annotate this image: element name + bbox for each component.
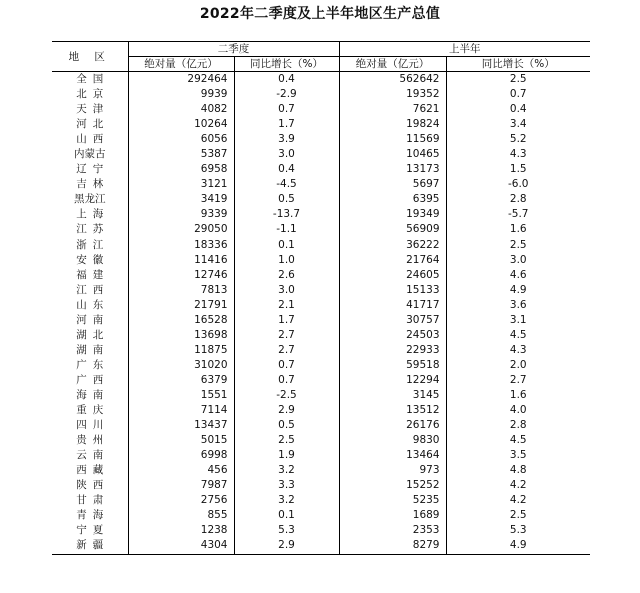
region-cell: 山东 <box>52 298 128 313</box>
region-cell: 河北 <box>52 117 128 132</box>
q2-abs-cell: 3121 <box>128 177 234 192</box>
h1-abs-cell: 30757 <box>339 313 446 328</box>
h1-growth-cell: 3.6 <box>509 298 527 311</box>
q2-abs-cell: 29050 <box>128 222 234 237</box>
q2-abs-cell: 12746 <box>128 268 234 283</box>
q2-abs-cell: 855 <box>128 508 234 523</box>
q2-abs-header: 绝对量（亿元） <box>128 57 234 72</box>
h1-abs-cell: 24503 <box>339 328 446 343</box>
q2-abs-cell: 6379 <box>128 373 234 388</box>
region-cell: 黑龙江 <box>52 192 128 207</box>
h1-abs-cell: 41717 <box>339 298 446 313</box>
h1-growth-cell: 4.9 <box>446 538 590 554</box>
h1-growth-cell: 5.3 <box>509 524 527 537</box>
q2-abs-cell: 456 <box>128 463 234 478</box>
table-row <box>52 448 590 463</box>
h1-abs-cell: 59518 <box>339 358 446 373</box>
h1-abs-cell: 24605 <box>339 268 446 283</box>
h1-abs-cell: 19349 <box>339 207 446 222</box>
q2-abs-cell: 7987 <box>128 478 234 493</box>
q2-growth-cell: 2.1 <box>234 298 339 313</box>
region-cell: 四川 <box>52 418 128 433</box>
h1-abs-cell: 26176 <box>339 418 446 433</box>
table-row <box>52 328 590 343</box>
region-cell: 重庆 <box>52 403 128 418</box>
page-title: 2022年二季度及上半年地区生产总值 <box>199 6 441 22</box>
region-cell: 湖北 <box>52 328 128 343</box>
region-cell: 江西 <box>52 283 128 298</box>
region-cell: 云南 <box>52 448 128 463</box>
table-header <box>52 42 590 72</box>
q2-growth-cell: -2.5 <box>234 388 339 403</box>
q2-growth-cell: 0.1 <box>234 508 339 523</box>
q2-abs-cell: 2756 <box>128 493 234 508</box>
region-cell: 天津 <box>52 102 128 117</box>
q2-abs-cell: 7813 <box>128 283 234 298</box>
table-row <box>52 253 590 268</box>
h1-growth-cell: 4.6 <box>509 268 527 281</box>
region-cell: 甘肃 <box>52 493 128 508</box>
table-row <box>52 87 590 102</box>
h1-growth-cell: 4.3 <box>509 343 527 356</box>
region-cell: 广东 <box>52 358 128 373</box>
q2-growth-cell: 0.5 <box>234 192 339 207</box>
h1-growth-cell: 1.5 <box>509 163 527 176</box>
q2-abs-cell: 9339 <box>128 207 234 222</box>
table-row <box>52 508 590 523</box>
h1-growth-cell: 2.5 <box>509 509 527 522</box>
region-cell: 全国 <box>52 72 128 88</box>
table-body <box>52 72 590 555</box>
region-cell: 湖南 <box>52 343 128 358</box>
q2-growth-cell: 1.7 <box>234 117 339 132</box>
q2-abs-cell: 6056 <box>128 132 234 147</box>
h1-abs-cell: 15133 <box>339 283 446 298</box>
q2-growth-cell: 2.7 <box>234 328 339 343</box>
q2-abs-cell: 11875 <box>128 343 234 358</box>
table-row <box>52 403 590 418</box>
table-row <box>52 373 590 388</box>
table-row <box>52 343 590 358</box>
table-row <box>52 283 590 298</box>
q2-growth-cell: 0.4 <box>234 72 339 88</box>
h1-abs-cell: 36222 <box>339 238 446 253</box>
region-column-header: 地 区 <box>52 42 128 72</box>
h1-growth-cell: 4.3 <box>509 148 527 161</box>
h1-growth-cell: -6.0 <box>508 178 529 191</box>
q2-growth-cell: 3.3 <box>234 478 339 493</box>
h1-abs-cell: 22933 <box>339 343 446 358</box>
region-cell: 辽宁 <box>52 162 128 177</box>
h1-group-header: 上半年 <box>339 42 590 57</box>
table-row <box>52 268 590 283</box>
h1-abs-cell: 13173 <box>339 162 446 177</box>
region-cell: 青海 <box>52 508 128 523</box>
q2-growth-cell: 2.9 <box>234 538 339 554</box>
table-row <box>52 207 590 222</box>
q2-abs-cell: 6958 <box>128 162 234 177</box>
h1-growth-cell: 1.6 <box>509 223 527 236</box>
h1-abs-cell: 9830 <box>339 433 446 448</box>
table-row <box>52 192 590 207</box>
q2-growth-cell: 0.1 <box>234 238 339 253</box>
h1-abs-cell: 2353 <box>339 523 446 538</box>
q2-growth-cell: 0.4 <box>234 162 339 177</box>
q2-growth-cell: 0.7 <box>234 373 339 388</box>
q2-growth-cell: 3.0 <box>234 283 339 298</box>
q2-abs-cell: 7114 <box>128 403 234 418</box>
q2-growth-cell: 3.9 <box>234 132 339 147</box>
table-row <box>52 313 590 328</box>
h1-growth-cell: 3.4 <box>509 118 527 131</box>
h1-growth-cell: 4.8 <box>509 464 527 477</box>
q2-growth-cell: 1.7 <box>234 313 339 328</box>
region-cell: 内蒙古 <box>52 147 128 162</box>
q2-group-header: 二季度 <box>128 42 339 57</box>
q2-growth-header: 同比增长（%） <box>234 57 339 72</box>
table-row <box>52 463 590 478</box>
h1-abs-cell: 6395 <box>339 192 446 207</box>
q2-growth-cell: 1.0 <box>234 253 339 268</box>
q2-growth-cell: 5.3 <box>234 523 339 538</box>
h1-growth-cell: 2.8 <box>509 419 527 432</box>
h1-abs-cell: 3145 <box>339 388 446 403</box>
table-row <box>52 117 590 132</box>
h1-growth-cell: 4.0 <box>509 404 527 417</box>
table-row <box>52 177 590 192</box>
q2-abs-cell: 5015 <box>128 433 234 448</box>
table-row <box>52 388 590 403</box>
table-row <box>52 132 590 147</box>
h1-growth-header: 同比增长（%） <box>446 57 590 72</box>
q2-growth-cell: 3.0 <box>234 147 339 162</box>
q2-growth-cell: -13.7 <box>234 207 339 222</box>
q2-abs-cell: 13698 <box>128 328 234 343</box>
h1-abs-cell: 12294 <box>339 373 446 388</box>
h1-abs-cell: 973 <box>339 463 446 478</box>
q2-growth-cell: -2.9 <box>234 87 339 102</box>
h1-growth-cell: 1.6 <box>509 389 527 401</box>
q2-abs-cell: 16528 <box>128 313 234 328</box>
table-row <box>52 162 590 177</box>
h1-abs-cell: 5235 <box>339 493 446 508</box>
h1-growth-cell: 0.7 <box>509 88 527 101</box>
table-row <box>52 222 590 237</box>
q2-abs-cell: 31020 <box>128 358 234 373</box>
h1-abs-cell: 1689 <box>339 508 446 523</box>
table-row <box>52 298 590 313</box>
region-cell: 河南 <box>52 313 128 328</box>
table-row <box>52 418 590 433</box>
h1-abs-cell: 56909 <box>339 222 446 237</box>
h1-growth-cell: 4.9 <box>509 283 527 296</box>
table-row <box>52 72 590 88</box>
region-cell: 贵州 <box>52 433 128 448</box>
h1-abs-cell: 562642 <box>339 72 446 88</box>
table-row <box>52 523 590 538</box>
q2-growth-cell: 2.6 <box>234 268 339 283</box>
q2-abs-cell: 9939 <box>128 87 234 102</box>
h1-growth-cell: 2.5 <box>509 73 527 86</box>
h1-abs-cell: 15252 <box>339 478 446 493</box>
table-row <box>52 147 590 162</box>
q2-growth-cell: -1.1 <box>234 222 339 237</box>
h1-growth-cell: 2.5 <box>509 238 527 251</box>
region-cell: 安徽 <box>52 253 128 268</box>
table-row <box>52 102 590 117</box>
region-cell: 宁夏 <box>52 523 128 538</box>
table-row <box>52 358 590 373</box>
q2-abs-cell: 1238 <box>128 523 234 538</box>
table-row <box>52 538 590 554</box>
h1-growth-cell: 2.0 <box>509 358 527 371</box>
q2-abs-cell: 5387 <box>128 147 234 162</box>
h1-growth-cell: 4.5 <box>509 328 527 341</box>
region-cell: 江苏 <box>52 222 128 237</box>
h1-growth-cell: 0.4 <box>509 103 527 116</box>
q2-growth-cell: 3.2 <box>234 493 339 508</box>
h1-growth-cell: 3.5 <box>509 449 527 462</box>
h1-growth-cell: 3.0 <box>509 253 527 266</box>
h1-growth-cell: 4.5 <box>509 434 527 447</box>
table-row <box>52 433 590 448</box>
table-row <box>52 478 590 493</box>
h1-growth-cell: 4.2 <box>509 494 527 507</box>
region-cell: 北京 <box>52 87 128 102</box>
q2-growth-cell: 0.5 <box>234 418 339 433</box>
table-row <box>52 238 590 253</box>
q2-growth-cell: 2.9 <box>234 403 339 418</box>
q2-abs-cell: 6998 <box>128 448 234 463</box>
q2-abs-cell: 11416 <box>128 253 234 268</box>
q2-abs-cell: 3419 <box>128 192 234 207</box>
h1-abs-cell: 8279 <box>339 538 446 554</box>
region-cell: 上海 <box>52 207 128 222</box>
gdp-table <box>52 41 590 555</box>
h1-growth-cell: -5.7 <box>508 208 529 221</box>
h1-abs-cell: 19824 <box>339 117 446 132</box>
q2-abs-cell: 10264 <box>128 117 234 132</box>
h1-abs-cell: 11569 <box>339 132 446 147</box>
h1-growth-cell: 3.1 <box>509 313 527 326</box>
q2-growth-cell: 0.7 <box>234 358 339 373</box>
q2-abs-cell: 21791 <box>128 298 234 313</box>
h1-abs-cell: 10465 <box>339 147 446 162</box>
q2-growth-cell: 3.2 <box>234 463 339 478</box>
h1-abs-cell: 13512 <box>339 403 446 418</box>
table-row <box>52 493 590 508</box>
region-cell: 福建 <box>52 268 128 283</box>
q2-growth-cell: 2.5 <box>234 433 339 448</box>
h1-growth-cell: 2.7 <box>509 373 527 386</box>
q2-abs-cell: 18336 <box>128 238 234 253</box>
h1-abs-cell: 21764 <box>339 253 446 268</box>
q2-growth-cell: -4.5 <box>234 177 339 192</box>
q2-growth-cell: 0.7 <box>234 102 339 117</box>
region-cell: 陕西 <box>52 478 128 493</box>
q2-abs-cell: 4082 <box>128 102 234 117</box>
region-cell: 海南 <box>52 388 128 403</box>
q2-growth-cell: 1.9 <box>234 448 339 463</box>
region-cell: 新疆 <box>52 538 128 554</box>
q2-abs-cell: 4304 <box>128 538 234 554</box>
region-cell: 吉林 <box>52 177 128 192</box>
h1-abs-cell: 7621 <box>339 102 446 117</box>
q2-abs-cell: 292464 <box>128 72 234 88</box>
h1-abs-cell: 5697 <box>339 177 446 192</box>
q2-abs-cell: 13437 <box>128 418 234 433</box>
region-cell: 浙江 <box>52 238 128 253</box>
region-cell: 广西 <box>52 373 128 388</box>
q2-abs-cell: 1551 <box>128 388 234 403</box>
region-cell: 山西 <box>52 132 128 147</box>
q2-growth-cell: 2.7 <box>234 343 339 358</box>
h1-abs-cell: 13464 <box>339 448 446 463</box>
region-cell: 西藏 <box>52 463 128 478</box>
h1-growth-cell: 2.8 <box>509 193 527 206</box>
h1-abs-cell: 19352 <box>339 87 446 102</box>
h1-abs-header: 绝对量（亿元） <box>339 57 446 72</box>
h1-growth-cell: 4.2 <box>509 479 527 492</box>
h1-growth-cell: 5.2 <box>509 133 527 146</box>
